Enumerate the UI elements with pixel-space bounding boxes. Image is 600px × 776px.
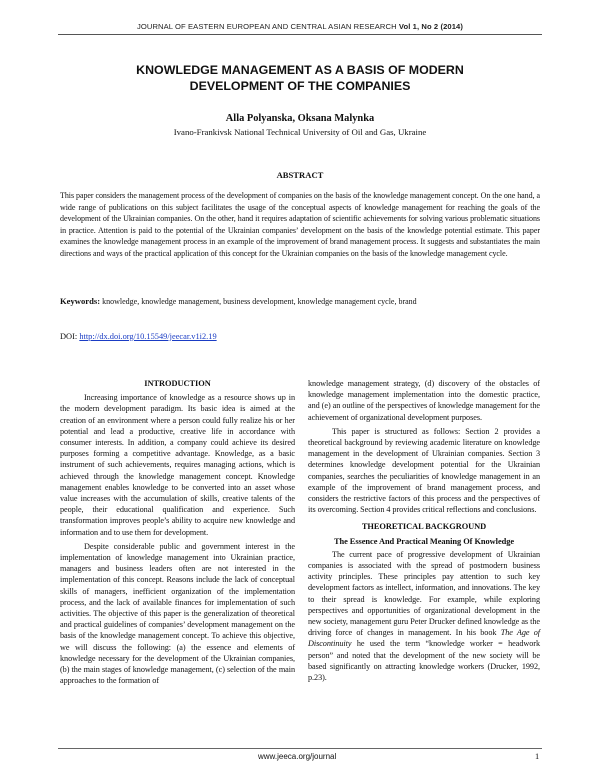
intro-paragraph-2: Despite considerable public and government interest in the implementation of knowledge management into Ukrainian practice, managers and business leaders often are not interested in the implementation of this concept. Reasons include the lack of conceptual skills of managers, inefficient organization of the implementation process, and the lack of available finances for implementation of such activities. The objective of this paper is the generalization of theoretical and practical guidelines of companies’ development management on the basis of the knowledge management concept. To achieve this objective, we will discuss the following: (a) the essence and elements of knowledge necessary for the development of the Ukrainian companies, (b) the main stages of knowledge management, (c) selection of the main approaches to the formation of [60,541,295,686]
keywords [60,296,540,306]
footer-url: www.jeeca.org/journal [258,752,337,761]
journal-header [60,22,540,31]
journal-name: JOURNAL OF EASTERN EUROPEAN AND CENTRAL ASIAN RESEARCH [136,22,397,31]
intro-paragraph-1: Increasing importance of knowledge as a resource shows up in the modern development paradigm. Its basic idea is aimed at the creation of an environment where a person could fully realize his or her potential and lead a productive, creative life in accordance with consumer interests. In addition, a company could achieve its desired purposes forming a competitive advantage. Knowledge, as a basic instrument of such achievements, requires managing actions, which is achieved through the knowledge management concept. Knowledge management enables knowledge to be converted into an asset whose value increases with the accumulation of skills, creative talents of the people, their educational qualification and experience. Such transformation improves people’s ability to acquire new knowledge and information and to use them for development. [60,393,295,537]
doi [60,332,540,341]
keywords-label: Keywords: [60,296,101,306]
background-heading: THEORETICAL BACKGROUND [361,522,487,532]
book-title: The Age of Discontinuity [308,628,541,649]
paper-title-line2: DEVELOPMENT OF THE COMPANIES [189,79,411,93]
right-column [308,378,540,683]
journal-volume: Vol 1, No 2 (2014) [398,22,464,31]
paper-title [60,62,540,94]
doi-label: DOI: [60,332,78,341]
paper-title-line1: KNOWLEDGE MANAGEMENT AS A BASIS OF MODERN [136,63,464,77]
page-number: 1 [535,752,540,761]
introduction-heading: INTRODUCTION [144,379,211,388]
background-subheading: The Essence And Practical Meaning Of Knowledge [333,536,515,546]
abstract-text: This paper considers the management process of the development of companies on the basis of the knowledge management concept. On the one hand, a wide range of publications on this subject facilitates the usage of the conceptual aspects of knowledge management for reaching the goals of the development of the Ukrainian companies. On the other, hand it requires adaptation of scientific achievements for solving various problematic situations in practice. Attention is paid to the potential of the Ukrainian companies’ development on the basis of the knowledge potential estimate. This paper examines the knowledge management process in an example of the improvement of brand management process. It suggests and substantiates the main directions and ways of the practical application of this concept for the Ukrainian companies on the basis of the knowledge management cycle. [60,191,540,258]
background-text-b: he used the term “knowledge worker = headwork person” and noted that the development of the new society will be based significantly on attracting knowledge workers (Drucker, 1992, p.23). [308,639,541,683]
intro-paragraph-3: This paper is structured as follows: Section 2 provides a theoretical background by reviewing academic literature on knowledge management in the development of Ukrainian companies. Section 3 determines knowledge development potential for the Ukrainian companies, searches the peculiarities of knowledge management in an example of the improvement of brand management process, and considers the restrictive factors of this process and the perspectives of its overcoming. Section 4 provides critical reflections and conclusions. [308,426,540,515]
header-divider [58,34,542,35]
doi-link[interactable]: http://dx.doi.org/10.15549/jeecar.v1i2.19 [79,332,217,341]
intro-paragraph-2-continued: knowledge management strategy, (d) discovery of the obstacles of knowledge management implementation into the domestic practice, and (e) an outline of the perspectives of knowledge management for the achievement of organizational development purposes. [308,379,540,422]
authors: Alla Polyanska, Oksana Malynka [225,113,375,124]
abstract-heading: ABSTRACT [276,170,324,180]
affiliation: Ivano-Frankivsk National Technical University of Oil and Gas, Ukraine [173,127,427,137]
background-text-a: The current pace of progressive development of Ukrainian companies is associated with the spread of postmodern business activity principles. These principles pay attention to such key development factors as intellect, information, and innovations. The key to their spread is knowledge. For example, while exploring perspectives and opportunities of organizational development in the new society, management guru Peter Drucker defined knowledge as the driving force of changes in management. In his book [308,549,540,638]
keywords-text: knowledge, knowledge management, business development, knowledge management cycle, brand [102,297,417,306]
background-paragraph-1 [308,549,540,683]
footer-divider [58,748,542,749]
left-column [60,378,295,686]
